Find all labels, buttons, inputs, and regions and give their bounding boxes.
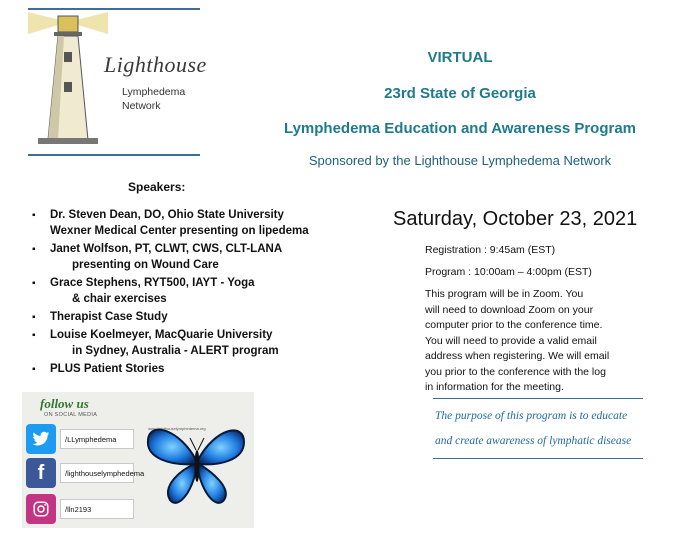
zoom-info <box>425 287 660 396</box>
instagram-link[interactable] <box>22 494 134 524</box>
info-line: computer prior to the conference time. <box>425 319 603 331</box>
bullet-icon: ▪ <box>32 364 36 375</box>
lighthouse-icon <box>28 12 108 152</box>
speaker-line: Louise Koelmeyer, MacQuarie University <box>50 329 273 341</box>
purpose-top-rule <box>433 398 643 399</box>
logo-bottom-rule <box>28 154 200 156</box>
info-line: in information for the meeting. <box>425 381 564 393</box>
follow-us-heading: follow us <box>40 396 89 411</box>
info-line: You will need to provide a valid email <box>425 334 597 347</box>
instagram-handle: /lln2193 <box>60 499 134 519</box>
speaker-line: Wexner Medical Center presenting on lipedema <box>50 225 309 237</box>
purpose-line2: and create awareness of lymphatic disease <box>435 435 632 447</box>
butterfly-website: www.lighthouselymphedema.org <box>148 426 206 431</box>
info-line: you prior to the conference with the log <box>425 365 606 378</box>
speaker-item <box>30 361 360 377</box>
facebook-handle: /lighthouselymphedema <box>60 463 134 483</box>
logo-subtitle-line2: Network <box>122 100 161 112</box>
facebook-icon: f <box>26 458 56 488</box>
bullet-icon: ▪ <box>32 330 36 341</box>
bullet-icon: ▪ <box>32 312 36 323</box>
twitter-icon <box>26 424 56 454</box>
speaker-item <box>30 275 360 307</box>
header-virtual: VIRTUAL <box>427 49 493 66</box>
butterfly-icon <box>140 400 250 520</box>
speaker-line: PLUS Patient Stories <box>50 363 165 375</box>
speaker-line: & chair exercises <box>72 293 167 305</box>
bullet-icon: ▪ <box>32 278 36 289</box>
speaker-line: Janet Wolfson, PT, CLWT, CWS, CLT-LANA <box>50 243 283 255</box>
registration-time: Registration : 9:45am (EST) <box>425 244 556 256</box>
speaker-line: Therapist Case Study <box>50 311 168 323</box>
header-sponsor: Sponsored by the Lighthouse Lymphedema Network <box>308 153 612 168</box>
speakers-list <box>30 207 360 379</box>
social-media-panel <box>22 392 254 528</box>
speaker-line: Grace Stephens, RYT500, IAYT - Yoga <box>50 277 255 289</box>
twitter-handle: /LLymphedema <box>60 429 134 449</box>
logo-subtitle-line1: Lymphedema <box>122 86 186 98</box>
logo-top-rule <box>28 8 200 10</box>
speaker-item <box>30 241 360 273</box>
on-social-media-label: ON SOCIAL MEDIA <box>44 412 98 418</box>
program-time: Program : 10:00am – 4:00pm (EST) <box>425 266 592 278</box>
event-date: Saturday, October 23, 2021 <box>393 208 638 230</box>
info-line: will need to download Zoom on your <box>425 303 594 316</box>
instagram-icon <box>26 494 56 524</box>
header-program-name: Lymphedema Education and Awareness Program <box>283 120 637 137</box>
speaker-line: Dr. Steven Dean, DO, Ohio State University <box>50 209 284 221</box>
speaker-item <box>30 327 360 359</box>
speaker-line: presenting on Wound Care <box>72 259 219 271</box>
speaker-item <box>30 309 360 325</box>
speaker-line: in Sydney, Australia - ALERT program <box>72 345 279 357</box>
facebook-link[interactable] <box>22 458 145 488</box>
purpose-line1: The purpose of this program is to educate <box>435 410 628 422</box>
bullet-icon: ▪ <box>32 244 36 255</box>
bullet-icon: ▪ <box>32 210 36 221</box>
twitter-link[interactable] <box>22 424 134 454</box>
info-line: address when registering. We will email <box>425 350 610 362</box>
speakers-title: Speakers: <box>128 180 186 194</box>
purpose-bottom-rule <box>433 458 643 459</box>
lighthouse-logo <box>28 8 207 156</box>
speaker-item <box>30 207 360 239</box>
header-edition: 23rd State of Georgia <box>384 85 536 102</box>
info-line: This program will be in Zoom. You <box>425 288 584 300</box>
logo-brand-text: Lighthouse <box>104 52 207 77</box>
